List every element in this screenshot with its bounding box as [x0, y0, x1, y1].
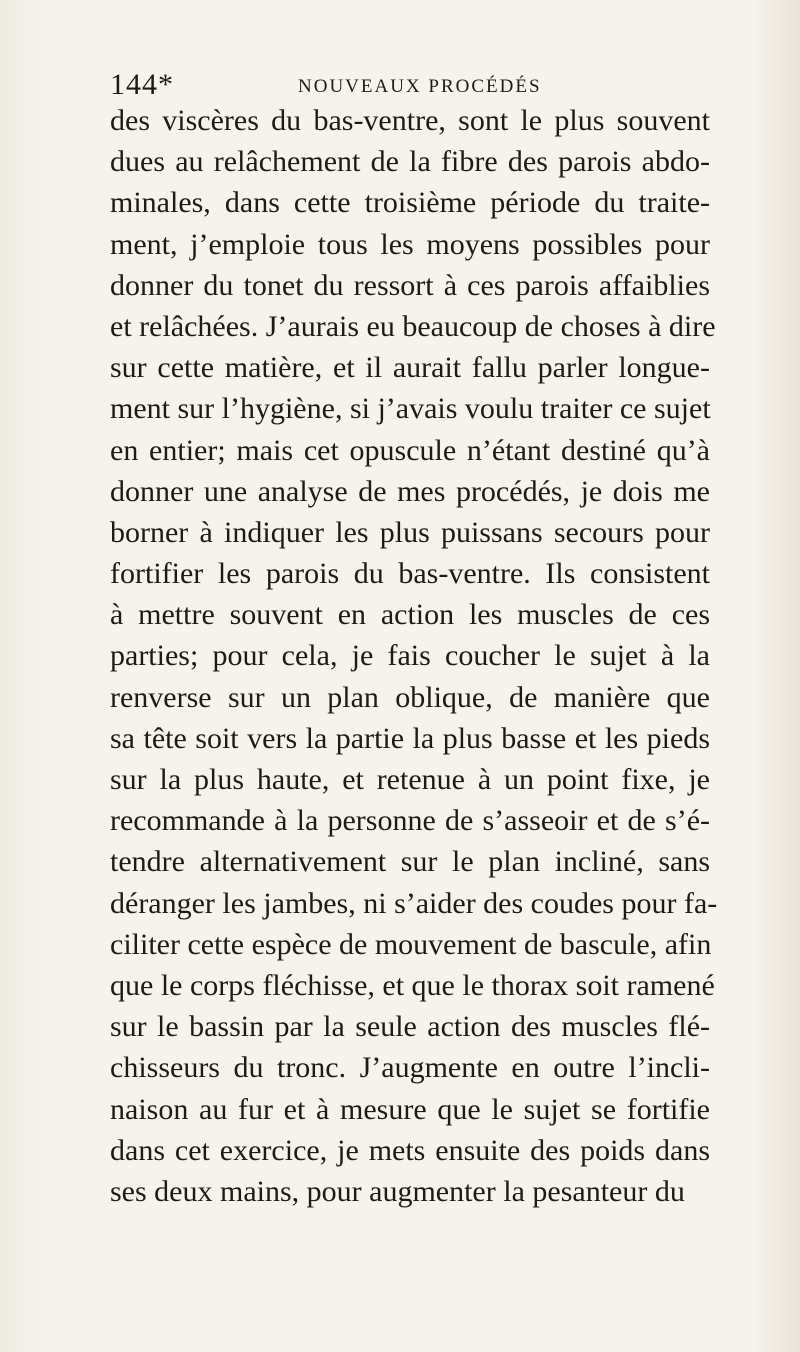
text-line: dans cet exercice, je mets ensuite des poids dans: [110, 1133, 710, 1167]
text-line: en entier; mais cet opuscule n’étant destiné qu’à: [110, 433, 710, 467]
text-line: minales, dans cette troisième période du traite-: [110, 186, 710, 220]
text-line: renverse sur un plan oblique, de manière que: [110, 680, 710, 714]
text-line: sur le bassin par la seule action des muscles flé-: [110, 1010, 710, 1044]
text-line: tendre alternativement sur le plan incliné, sans: [110, 845, 710, 879]
text-line: ciliter cette espèce de mouvement de bascule, afin: [110, 927, 712, 961]
text-line: donner une analyse de mes procédés, je dois me: [110, 474, 710, 508]
text-line: que le corps fléchisse, et que le thorax soit ramené: [110, 968, 715, 1002]
text-line: des viscères du bas-ventre, sont le plus souvent: [110, 104, 710, 137]
text-line: naison au fur et à mesure que le sujet se fortifie: [110, 1092, 710, 1126]
text-line: ses deux mains, pour augmenter la pesanteur du: [110, 1174, 685, 1208]
text-line: sa tête soit vers la partie la plus basse et les pieds: [110, 721, 710, 755]
text-line: parties; pour cela, je fais coucher le sujet à la: [110, 639, 710, 673]
text-line: et relâchées. J’aurais eu beaucoup de choses à dire: [110, 309, 716, 343]
text-line: sur cette matière, et il aurait fallu parler longue-: [110, 351, 710, 385]
text-line: dues au relâchement de la fibre des parois abdo-: [110, 145, 710, 179]
running-head: NOUVEAUX PROCÉDÉS: [298, 76, 542, 97]
text-line: donner du tonet du ressort à ces parois affaiblies: [110, 268, 710, 302]
page-number: 144*: [110, 68, 174, 101]
text-line: à mettre souvent en action les muscles de ces: [110, 598, 710, 632]
text-line: borner à indiquer les plus puissans secours pour: [110, 515, 710, 549]
text-line: recommande à la personne de s’asseoir et de s’é-: [110, 804, 710, 838]
text-line: chisseurs du tronc. J’augmente en outre l’incli-: [110, 1051, 710, 1085]
text-line: déranger les jambes, ni s’aider des coudes pour fa-: [110, 886, 718, 920]
text-line: ment sur l’hygiène, si j’avais voulu traiter ce sujet: [110, 392, 711, 426]
text-line: sur la plus haute, et retenue à un point fixe, je: [110, 763, 710, 796]
text-line: fortifier les parois du bas-ventre. Ils consistent: [110, 557, 710, 591]
text-line: ment, j’emploie tous les moyens possibles pour: [110, 227, 710, 261]
body-text: [110, 100, 718, 1212]
